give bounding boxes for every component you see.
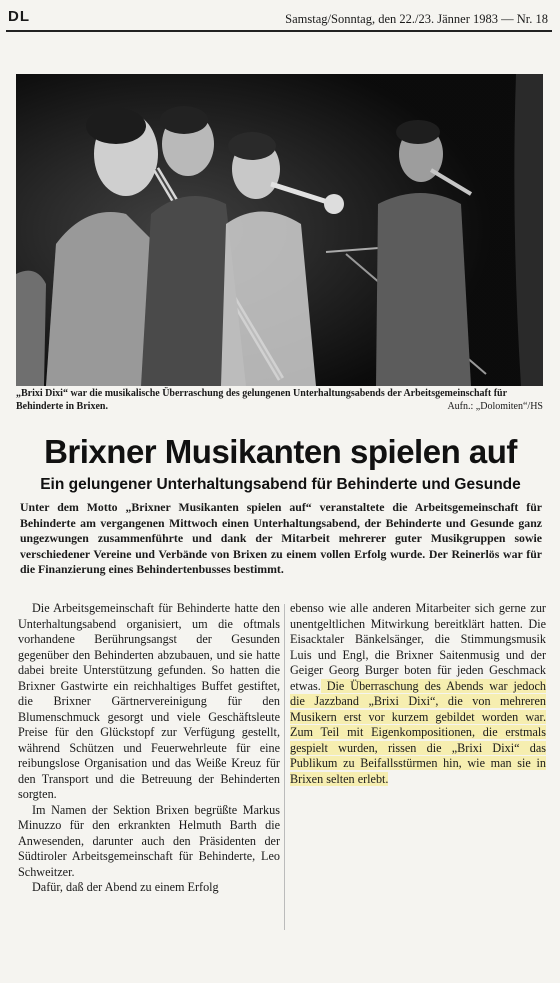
photo-caption-text: „Brixi Dixi“ war die musikalische Überraschung des gelungenen Unterhaltungsabends der Arbeitsgemeinschaft für Behinderte in Brixen. <box>16 388 507 412</box>
article-headline: Brixner Musikanten spielen auf <box>44 433 517 470</box>
paragraph: Dafür, daß der Abend zu einem Erfolg <box>32 880 219 894</box>
paragraph <box>290 601 546 787</box>
paragraph-text: ebenso wie alle anderen Mitarbeiter sich gerne zur unentgeltlichen Mitwirkung bereitklärt hatten. Die Eisacktaler Bänkelsänger, die Stimmungsmusik Luis und Engl, die Brixner Saitenmusig und der Geiger Georg Burger boten für jeden Geschmack etwas. <box>290 601 546 693</box>
article-subheadline: Ein gelungener Unterhaltungsabend für Behinderte und Gesunde <box>40 476 521 493</box>
paragraph: Die Arbeitsgemeinschaft für Behinderte hatte den Unterhaltungsabend organisiert, um die oftmals vorhandene Berührungsangst der Gesunden gegenüber den Behinderten abzubauen, und sie hatte dabei breite Unterstützung gefunden. So hatten die Brixner Gastwirte ein reichhaltiges Buffet gestiftet, die Brixner Gärtnervereinigung für den Blumenschmuck gesorgt und viele Geschäftsleute Preise für den Glückstopf zur Verfügung gestellt, während Schützen und Feuerwehrleute für eine reibungslose Organisation und das Weiße Kreuz für den Transport und die Betreuung der Behinderten sorgten. <box>18 601 280 801</box>
article-column-2 <box>290 601 546 787</box>
masthead-logo-fragment: DL <box>8 8 30 25</box>
paragraph: Im Namen der Sektion Brixen begrüßte Markus Minuzzo für den erkrankten Helmuth Barth die Anwesenden, darunter auch den Präsidenten der Südtiroler Arbeitsgemeinschaft für Behinderte, Leo Schweitzer. <box>18 802 280 879</box>
column-divider <box>284 604 285 930</box>
photo-credit: Aufn.: „Dolomiten“/HS <box>447 400 543 412</box>
highlighted-passage: Die Überraschung des Abends war jedoch die Jazzband „Brixi Dixi“, die von mehreren Musikern erst vor kurzem gebildet worden war. Zum Teil mit Eigenkompositionen, die erstmals gespielt wurden, rissen die „Brixi Dixi“ das Publikum zu Beifallsstürmen hin, wie man sie in Brixen selten erlebt. <box>290 678 546 786</box>
masthead-date-issue: Samstag/Sonntag, den 22./23. Jänner 1983 — Nr. 18 <box>285 12 548 26</box>
article-column-1 <box>18 601 280 896</box>
article-lead: Unter dem Motto „Brixner Musikanten spielen auf“ veranstaltete die Arbeitsgemeinschaft für Behinderte am vergangenen Mittwoch einen Unterhaltungsabend, der Behinderte und Gesunde ganz ungezwungen zusammenführte und dank der Mitarbeit mehrerer guter Musikgruppen sowie verschiedener Vereine und Verbände von Brixen zu einem vollen Erfolg wurde. Der Reinerlös war für die Finanzierung eines Behindertenbusses bestimmt. <box>20 500 542 576</box>
photo-caption <box>16 388 543 413</box>
masthead-rule <box>6 30 552 32</box>
band-photo <box>16 74 543 386</box>
